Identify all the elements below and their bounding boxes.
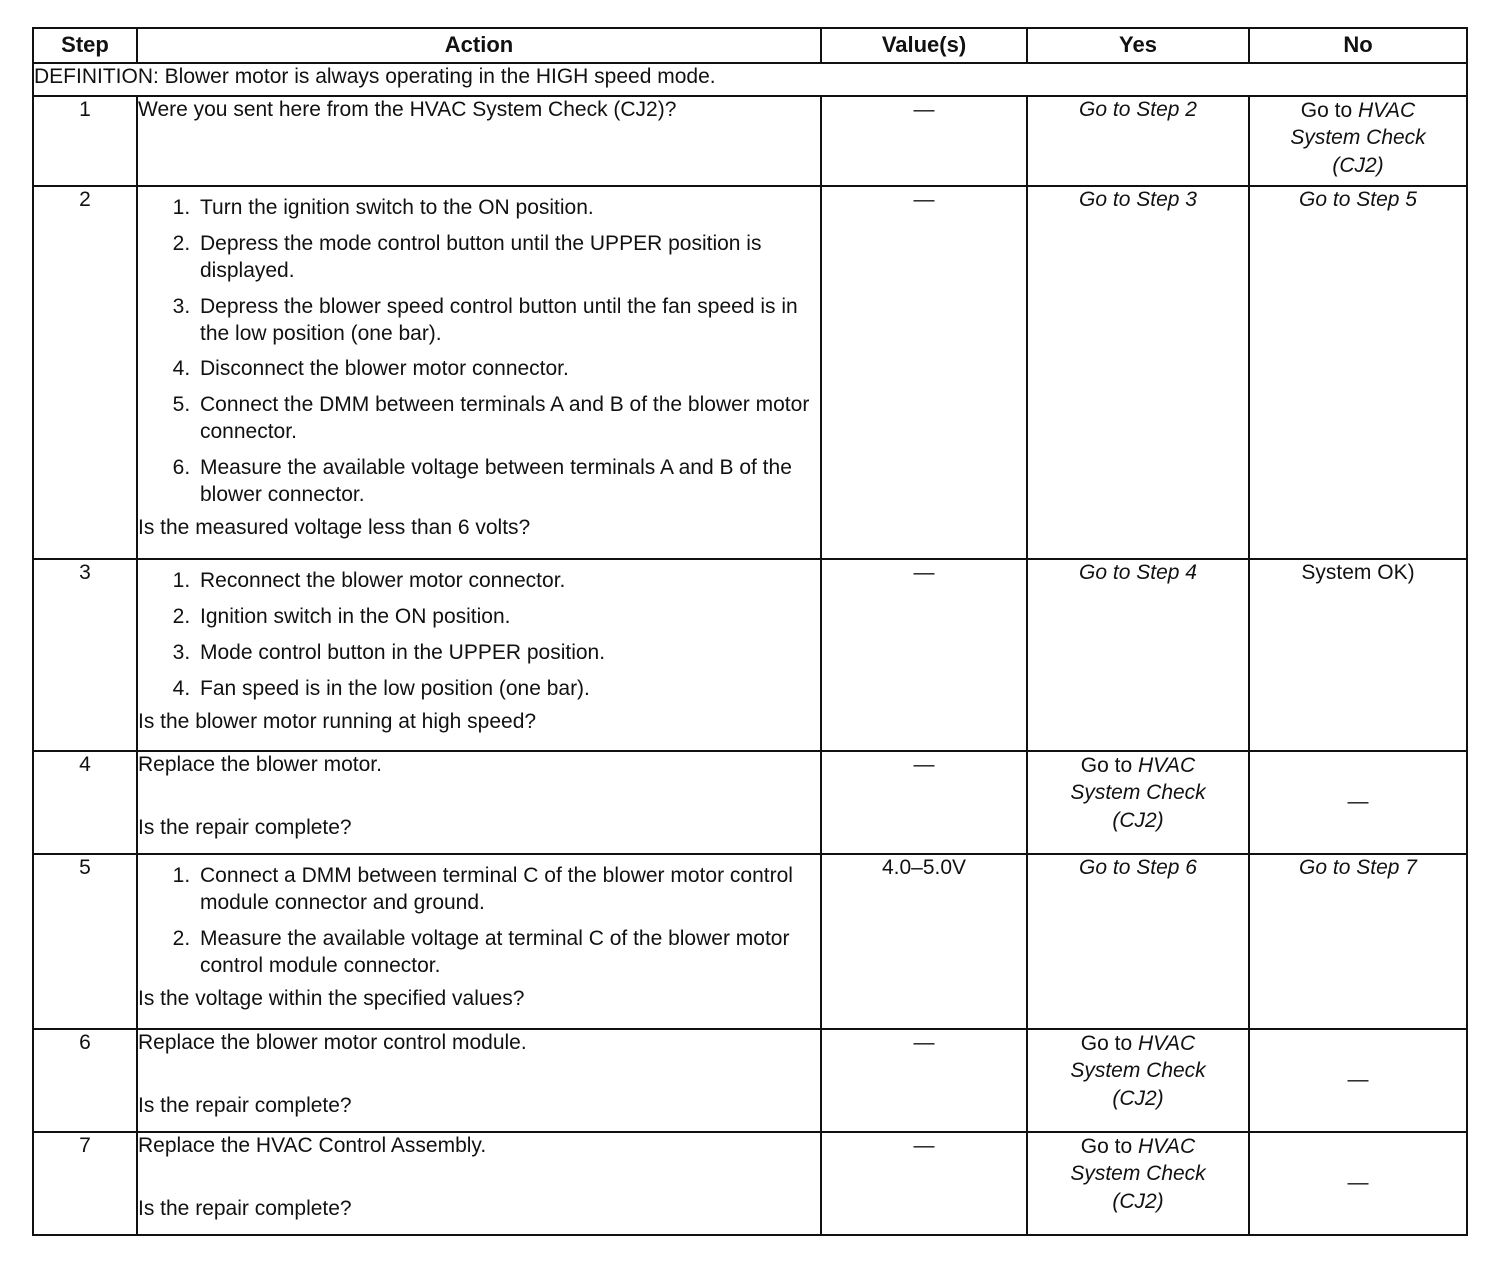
yes-cell: Go to Step 3 bbox=[1027, 186, 1249, 559]
action-cell bbox=[137, 751, 821, 854]
list-item: 4. Disconnect the blower motor connector. bbox=[196, 356, 820, 383]
list-item: 1. Reconnect the blower motor connector. bbox=[196, 568, 820, 595]
question-text: Is the repair complete? bbox=[138, 1197, 352, 1221]
question-text: Is the blower motor running at high speed? bbox=[138, 709, 537, 733]
table-row bbox=[33, 1029, 1467, 1132]
no-cell: Go to Step 5 bbox=[1249, 186, 1467, 559]
value-cell: — bbox=[821, 559, 1027, 751]
action-cell bbox=[137, 1132, 821, 1235]
action-text: Replace the blower motor. bbox=[138, 753, 382, 776]
yes-cell bbox=[1027, 1132, 1249, 1235]
table-row bbox=[33, 96, 1467, 186]
value-cell: — bbox=[821, 186, 1027, 559]
action-cell bbox=[137, 1029, 821, 1132]
goto-target: HVAC System Check (CJ2) bbox=[1070, 1135, 1206, 1213]
yes-cell bbox=[1027, 1029, 1249, 1132]
no-cell: — bbox=[1249, 1029, 1467, 1132]
question-text: Is the measured voltage less than 6 volts? bbox=[138, 515, 531, 539]
value-cell: — bbox=[821, 751, 1027, 854]
no-cell bbox=[1249, 96, 1467, 186]
list-item: 5. Connect the DMM between terminals A and B of the blower motor connector. bbox=[196, 392, 820, 446]
step-number: 3 bbox=[33, 559, 137, 751]
action-cell bbox=[137, 96, 821, 186]
list-item: 1. Connect a DMM between terminal C of the blower motor control module connector and ground. bbox=[196, 863, 820, 917]
value-cell: — bbox=[821, 1132, 1027, 1235]
step-number: 4 bbox=[33, 751, 137, 854]
value-cell: 4.0–5.0V bbox=[821, 854, 1027, 1029]
table-row bbox=[33, 1132, 1467, 1235]
no-cell: — bbox=[1249, 751, 1467, 854]
table-row bbox=[33, 751, 1467, 854]
step-number: 1 bbox=[33, 96, 137, 186]
no-cell: System OK) bbox=[1249, 559, 1467, 751]
step-number: 5 bbox=[33, 854, 137, 1029]
procedure-list bbox=[138, 863, 820, 980]
step-number: 6 bbox=[33, 1029, 137, 1132]
action-text: Replace the HVAC Control Assembly. bbox=[138, 1134, 487, 1157]
yes-cell bbox=[1027, 751, 1249, 854]
definition-text: DEFINITION: Blower motor is always operating in the HIGH speed mode. bbox=[33, 63, 1467, 96]
question-text: Is the repair complete? bbox=[138, 816, 352, 840]
list-item: 2. Measure the available voltage at terminal C of the blower motor control module connector. bbox=[196, 926, 820, 980]
step-number: 7 bbox=[33, 1132, 137, 1235]
goto-target: HVAC System Check (CJ2) bbox=[1070, 1032, 1206, 1110]
table-row bbox=[33, 186, 1467, 559]
no-cell: — bbox=[1249, 1132, 1467, 1235]
yes-cell: Go to Step 6 bbox=[1027, 854, 1249, 1029]
goto-prefix: Go to bbox=[1080, 1135, 1133, 1158]
header-yes: Yes bbox=[1027, 28, 1249, 63]
table-row bbox=[33, 854, 1467, 1029]
action-text: Replace the blower motor control module. bbox=[138, 1031, 527, 1054]
definition-row bbox=[33, 63, 1467, 96]
no-cell: Go to Step 7 bbox=[1249, 854, 1467, 1029]
list-item: 3. Mode control button in the UPPER position. bbox=[196, 640, 820, 667]
yes-cell: Go to Step 2 bbox=[1027, 96, 1249, 186]
header-row bbox=[33, 28, 1467, 63]
goto-target: HVAC System Check (CJ2) bbox=[1070, 754, 1206, 832]
yes-cell: Go to Step 4 bbox=[1027, 559, 1249, 751]
procedure-list bbox=[138, 568, 820, 703]
goto-prefix: Go to bbox=[1080, 754, 1133, 777]
goto-target: HVAC System Check (CJ2) bbox=[1290, 99, 1426, 177]
header-no: No bbox=[1249, 28, 1467, 63]
list-item: 2. Ignition switch in the ON position. bbox=[196, 604, 820, 631]
action-cell bbox=[137, 186, 821, 559]
table-row bbox=[33, 559, 1467, 751]
goto-prefix: Go to bbox=[1080, 1032, 1133, 1055]
list-item: 3. Depress the blower speed control button until the fan speed is in the low position (one bar). bbox=[196, 294, 820, 348]
list-item: 6. Measure the available voltage between terminals A and B of the blower connector. bbox=[196, 455, 820, 509]
question-text: Is the voltage within the specified values? bbox=[138, 986, 525, 1010]
action-cell bbox=[137, 854, 821, 1029]
procedure-list bbox=[138, 195, 820, 509]
step-number: 2 bbox=[33, 186, 137, 559]
value-cell: — bbox=[821, 96, 1027, 186]
header-step: Step bbox=[33, 28, 137, 63]
list-item: 1. Turn the ignition switch to the ON position. bbox=[196, 195, 820, 222]
list-item: 4. Fan speed is in the low position (one bar). bbox=[196, 676, 820, 703]
header-values: Value(s) bbox=[821, 28, 1027, 63]
diagnostic-table bbox=[32, 27, 1468, 1236]
header-action: Action bbox=[137, 28, 821, 63]
action-text: Were you sent here from the HVAC System Check (CJ2)? bbox=[138, 98, 677, 121]
list-item: 2. Depress the mode control button until the UPPER position is displayed. bbox=[196, 231, 820, 285]
goto-prefix: Go to bbox=[1300, 99, 1353, 122]
action-cell bbox=[137, 559, 821, 751]
value-cell: — bbox=[821, 1029, 1027, 1132]
question-text: Is the repair complete? bbox=[138, 1094, 352, 1118]
